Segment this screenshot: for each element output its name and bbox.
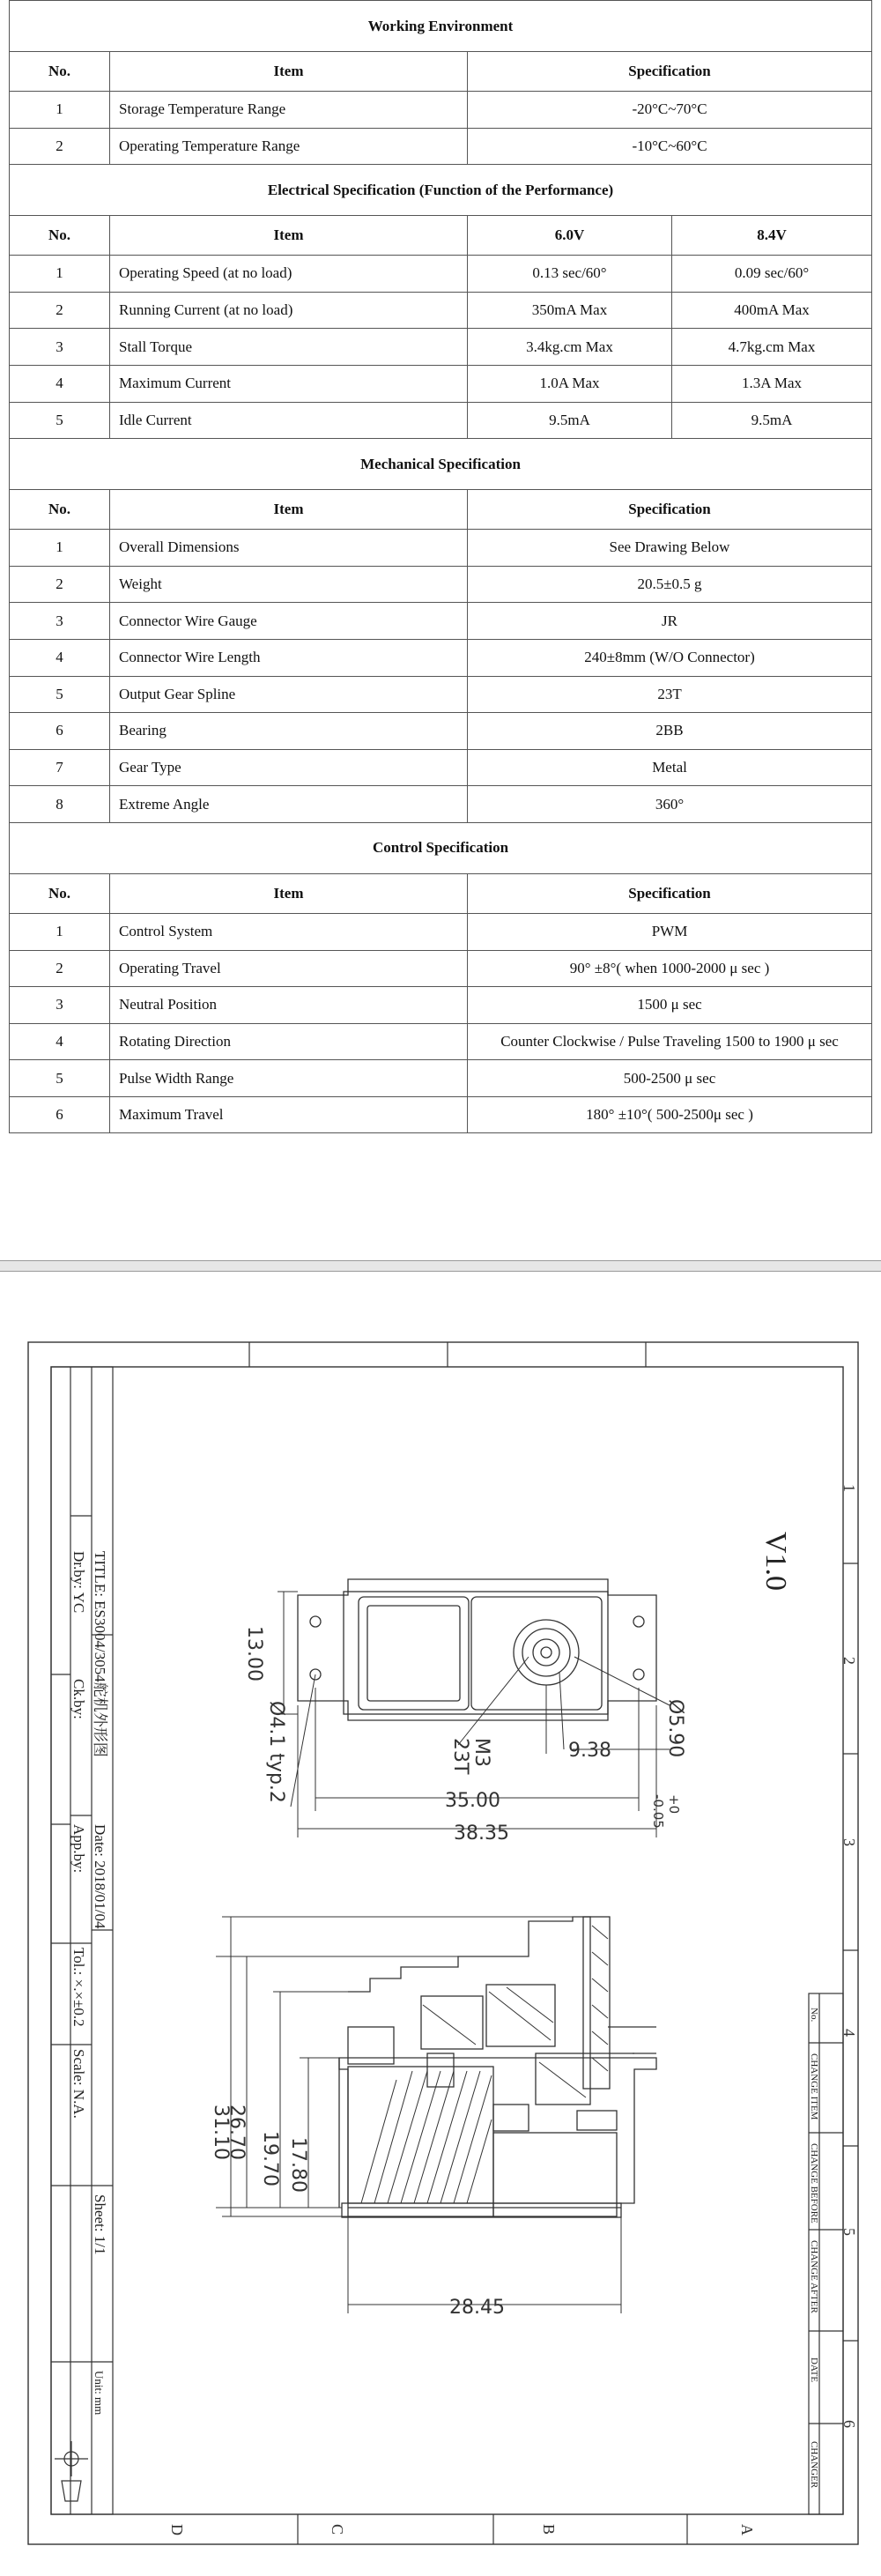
column-header: No. (10, 490, 110, 530)
checked-by: Ck.by: (70, 1679, 87, 1719)
section-title: Control Specification (10, 822, 872, 873)
projection-symbol-icon (55, 2441, 88, 2501)
spec-value: 500-2500 μ sec (468, 1060, 872, 1097)
table-row (10, 786, 872, 823)
spec-value: 400mA Max (672, 292, 872, 329)
table-row (10, 987, 872, 1024)
item-name: Idle Current (110, 402, 468, 439)
column-header: 6.0V (468, 216, 672, 256)
dim-tol-upper: +0 (666, 1794, 682, 1815)
row-number: 5 (10, 1060, 110, 1097)
drawing-title: TITLE: ES3004/3054舵机外形图 (92, 1551, 108, 1757)
item-name: Connector Wire Length (110, 639, 468, 676)
table-row (10, 1060, 872, 1097)
spec-value: 2BB (468, 713, 872, 750)
row-number: 5 (10, 676, 110, 713)
table-row (10, 329, 872, 366)
dim-top-height: 13.00 (243, 1626, 265, 1681)
row-number: 1 (10, 256, 110, 293)
rev-header-change-item: CHANGE ITEM (809, 2053, 819, 2120)
item-name: Connector Wire Gauge (110, 603, 468, 640)
zone-letter-d: D (168, 2524, 186, 2535)
spec-value: 1.0A Max (468, 365, 672, 402)
spec-value: 360° (468, 786, 872, 823)
spec-value: Counter Clockwise / Pulse Traveling 1500 to 1900 μ sec (468, 1023, 872, 1060)
section-title-row (10, 1, 872, 52)
row-number: 2 (10, 128, 110, 165)
item-name: Output Gear Spline (110, 676, 468, 713)
dim-shaft-diameter: Ø5.90 (664, 1699, 686, 1758)
zone-letter-b: B (540, 2524, 558, 2535)
dim-height-2: 19.70 (259, 2131, 281, 2186)
spec-value: 0.13 sec/60° (468, 256, 672, 293)
side-view-hatching (361, 1926, 608, 2203)
spec-value: 20.5±0.5 g (468, 566, 872, 603)
row-number: 3 (10, 329, 110, 366)
dim-shaft-offset: 9.38 (568, 1740, 611, 1762)
spec-value: 23T (468, 676, 872, 713)
spec-value: 9.5mA (468, 402, 672, 439)
dim-tol-lower: -0.05 (650, 1794, 666, 1829)
dim-spline: 23T (449, 1738, 471, 1775)
dim-hole-spacing: 35.00 (445, 1790, 500, 1812)
table-row (10, 749, 872, 786)
column-header: Specification (468, 873, 872, 913)
column-header: Specification (468, 52, 872, 92)
rev-header-change-after: CHANGE AFTER (809, 2240, 819, 2313)
spec-value: Metal (468, 749, 872, 786)
zone-letter-a: A (738, 2524, 756, 2535)
row-number: 8 (10, 786, 110, 823)
spec-value: 1.3A Max (672, 365, 872, 402)
spec-value: See Drawing Below (468, 530, 872, 567)
column-header: No. (10, 52, 110, 92)
column-header: 8.4V (672, 216, 872, 256)
row-number: 4 (10, 1023, 110, 1060)
zone-letter-c: C (329, 2524, 346, 2535)
item-name: Extreme Angle (110, 786, 468, 823)
zone-number-2: 2 (840, 1657, 858, 1665)
dim-overall-length: 38.35 (454, 1823, 509, 1845)
row-number: 3 (10, 987, 110, 1024)
dim-body-height: 17.80 (287, 2137, 309, 2193)
section-title-row (10, 822, 872, 873)
drawing-date: Date: 2018/01/04 (92, 1824, 108, 1929)
table-header-row (10, 52, 872, 92)
scale: Scale: N.A. (70, 2049, 87, 2119)
page-separator (0, 1260, 881, 1272)
zone-number-5: 5 (840, 2228, 858, 2236)
column-header: No. (10, 873, 110, 913)
table-row (10, 402, 872, 439)
section-title: Working Environment (10, 1, 872, 52)
rev-header-change-before: CHANGE BEFORE (809, 2143, 819, 2223)
section-title: Electrical Specification (Function of the Performance) (10, 165, 872, 216)
zone-number-1: 1 (840, 1484, 858, 1492)
zone-ticks (249, 1342, 858, 2544)
table-header-row (10, 490, 872, 530)
table-row (10, 92, 872, 129)
item-name: Stall Torque (110, 329, 468, 366)
item-name: Maximum Travel (110, 1096, 468, 1133)
spec-value: PWM (468, 913, 872, 950)
spec-value: 0.09 sec/60° (672, 256, 872, 293)
item-name: Operating Travel (110, 950, 468, 987)
row-number: 6 (10, 1096, 110, 1133)
row-number: 2 (10, 566, 110, 603)
table-row (10, 128, 872, 165)
item-name: Operating Speed (at no load) (110, 256, 468, 293)
section-title-row (10, 439, 872, 490)
servo-side-view (339, 1917, 656, 2217)
section-title: Mechanical Specification (10, 439, 872, 490)
title-block (51, 1367, 113, 2514)
zone-number-3: 3 (840, 1838, 858, 1846)
approved-by: App.by: (70, 1824, 87, 1874)
rev-header-date: DATE (809, 2357, 819, 2383)
dim-total-height: 31.10 (210, 2105, 232, 2160)
rev-header-no: No. (809, 2008, 819, 2023)
spec-value: 90° ±8°( when 1000-2000 μ sec ) (468, 950, 872, 987)
column-header: Item (110, 490, 468, 530)
sheet: Sheet: 1/1 (92, 2194, 108, 2255)
item-name: Storage Temperature Range (110, 92, 468, 129)
spec-value: 1500 μ sec (468, 987, 872, 1024)
table-row (10, 1023, 872, 1060)
drawing-version: V1.0 (759, 1532, 792, 1592)
table-header-row (10, 873, 872, 913)
row-number: 1 (10, 913, 110, 950)
row-number: 4 (10, 365, 110, 402)
column-header: Specification (468, 490, 872, 530)
row-number: 4 (10, 639, 110, 676)
servo-top-view (298, 1579, 656, 1720)
unit-label: Unit: mm (93, 2371, 106, 2416)
spec-value: 4.7kg.cm Max (672, 329, 872, 366)
zone-number-4: 4 (840, 2029, 858, 2037)
row-number: 1 (10, 530, 110, 567)
row-number: 1 (10, 92, 110, 129)
drawing-outer-frame (28, 1342, 858, 2544)
zone-number-6: 6 (840, 2420, 858, 2428)
item-name: Overall Dimensions (110, 530, 468, 567)
spec-value: 350mA Max (468, 292, 672, 329)
table-row (10, 713, 872, 750)
column-header: Item (110, 873, 468, 913)
row-number: 7 (10, 749, 110, 786)
table-row (10, 566, 872, 603)
row-number: 6 (10, 713, 110, 750)
dim-hole: Ø4.1 typ.2 (265, 1701, 287, 1803)
table-row (10, 639, 872, 676)
spec-value: JR (468, 603, 872, 640)
item-name: Rotating Direction (110, 1023, 468, 1060)
table-row (10, 365, 872, 402)
item-name: Running Current (at no load) (110, 292, 468, 329)
spec-value: 240±8mm (W/O Connector) (468, 639, 872, 676)
item-name: Neutral Position (110, 987, 468, 1024)
spec-value: -10°C~60°C (468, 128, 872, 165)
item-name: Bearing (110, 713, 468, 750)
column-header: Item (110, 216, 468, 256)
item-name: Control System (110, 913, 468, 950)
column-header: Item (110, 52, 468, 92)
spec-table (9, 0, 872, 1133)
spec-value: 3.4kg.cm Max (468, 329, 672, 366)
dim-body-width: 28.45 (449, 2297, 505, 2319)
dim-height-3: 26.70 (226, 2105, 248, 2160)
table-header-row (10, 216, 872, 256)
rev-header-changer: CHANGER (809, 2441, 819, 2489)
row-number: 5 (10, 402, 110, 439)
dim-screw: M3 (470, 1738, 492, 1767)
section-title-row (10, 165, 872, 216)
table-row (10, 603, 872, 640)
table-row (10, 1096, 872, 1133)
row-number: 2 (10, 950, 110, 987)
row-number: 3 (10, 603, 110, 640)
spec-value: -20°C~70°C (468, 92, 872, 129)
table-row (10, 530, 872, 567)
item-name: Operating Temperature Range (110, 128, 468, 165)
tolerance: Tol.: ×.×±0.2 (70, 1948, 87, 2027)
item-name: Gear Type (110, 749, 468, 786)
spec-value: 180° ±10°( 500-2500μ sec ) (468, 1096, 872, 1133)
table-row (10, 913, 872, 950)
table-row (10, 950, 872, 987)
table-row (10, 256, 872, 293)
column-header: No. (10, 216, 110, 256)
spec-value: 9.5mA (672, 402, 872, 439)
table-row (10, 292, 872, 329)
row-number: 2 (10, 292, 110, 329)
drawing-inner-frame (51, 1367, 843, 2514)
table-row (10, 676, 872, 713)
mechanical-drawing (0, 1322, 881, 2576)
item-name: Weight (110, 566, 468, 603)
item-name: Maximum Current (110, 365, 468, 402)
drawn-by: Dr.by: YC (70, 1551, 87, 1614)
item-name: Pulse Width Range (110, 1060, 468, 1097)
